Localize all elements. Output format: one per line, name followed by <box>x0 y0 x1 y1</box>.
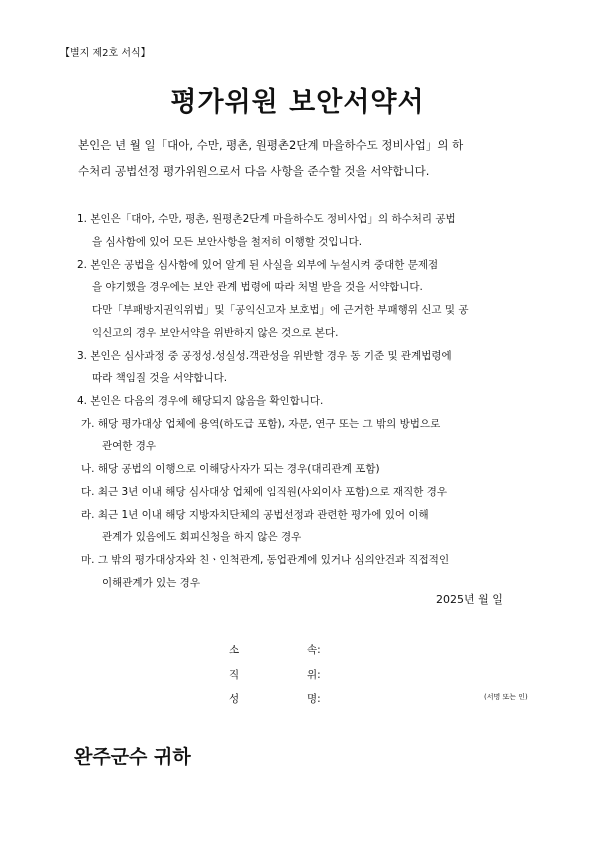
clause-1-line-2: 을 심사함에 있어 모든 보안사항을 철저히 이행할 것입니다. <box>92 236 363 248</box>
pledge-date: 2025년 월 일 <box>436 593 503 606</box>
clause-2-line-3: 다만「부패방지권익위법」및「공익신고자 보호법」에 근거한 부패행위 신고 및 공 <box>92 304 469 316</box>
signature-note: (서명 또는 인) <box>484 693 528 701</box>
subclause-na: 나. 해당 공법의 이행으로 이해당사자가 되는 경우(대리관계 포함) <box>81 463 380 475</box>
subclause-ga-line-1: 가. 해당 평가대상 업체에 용역(하도급 포함), 자문, 연구 또는 그 밖의 방법으로 <box>81 418 441 430</box>
subclause-ra-line-1: 라. 최근 1년 이내 해당 지방자치단체의 공법선정과 관련한 평가에 있어 이해 <box>81 509 429 521</box>
clause-3-line-1: 3. 본인은 심사과정 중 공정성.성실성.객관성을 위반할 경우 동 기준 및 관계법령에 <box>77 350 452 362</box>
clause-2-line-1: 2. 본인은 공법을 심사함에 있어 알게 된 사실을 외부에 누설시켜 중대한 문제점 <box>77 259 439 271</box>
subclause-da: 다. 최근 3년 이내 해당 심사대상 업체에 임직원(사외이사 포함)으로 재직한 경우 <box>81 486 448 498</box>
subclause-ma-line-1: 마. 그 밖의 평가대상자와 친ㆍ인척관계, 동업관계에 있거나 심의안건과 직접적인 <box>81 554 450 566</box>
clause-3-line-2: 따라 책임질 것을 서약합니다. <box>92 372 228 384</box>
subclause-ra-line-2: 관계가 있음에도 회피신청을 하지 않은 경우 <box>102 531 302 543</box>
position-label-end: 위: <box>307 669 321 681</box>
intro-line-2: 수처리 공법선정 평가위원으로서 다음 사항을 준수할 것을 서약합니다. <box>78 164 430 178</box>
position-label-start: 직 <box>229 669 240 681</box>
affiliation-label-end: 속: <box>307 644 321 656</box>
affiliation-label-start: 소 <box>229 644 240 656</box>
form-number-tag: 【별지 제2호 서식】 <box>60 48 151 59</box>
page-title: 평가위원 보안서약서 <box>170 87 425 118</box>
name-label-end: 명: <box>307 693 321 705</box>
addressee: 완주군수 귀하 <box>74 746 191 768</box>
intro-line-1: 본인은 년 월 일「대아, 수만, 평촌, 원평촌2단계 마을하수도 정비사업」의 하 <box>78 138 464 152</box>
subclause-ga-line-2: 관여한 경우 <box>102 440 157 452</box>
name-label-start: 성 <box>229 693 240 705</box>
clause-2-line-2: 을 야기했을 경우에는 보안 관계 법령에 따라 처벌 받을 것을 서약합니다. <box>92 281 423 293</box>
subclause-ma-line-2: 이해관계가 있는 경우 <box>102 577 200 589</box>
clause-2-line-4: 익신고의 경우 보안서약을 위반하지 않은 것으로 본다. <box>92 327 339 339</box>
clause-1-line-1: 1. 본인은「대아, 수만, 평촌, 원평촌2단계 마을하수도 정비사업」의 하수처리 공법 <box>77 213 456 225</box>
clause-4-line-1: 4. 본인은 다음의 경우에 해당되지 않음을 확인합니다. <box>77 395 324 407</box>
